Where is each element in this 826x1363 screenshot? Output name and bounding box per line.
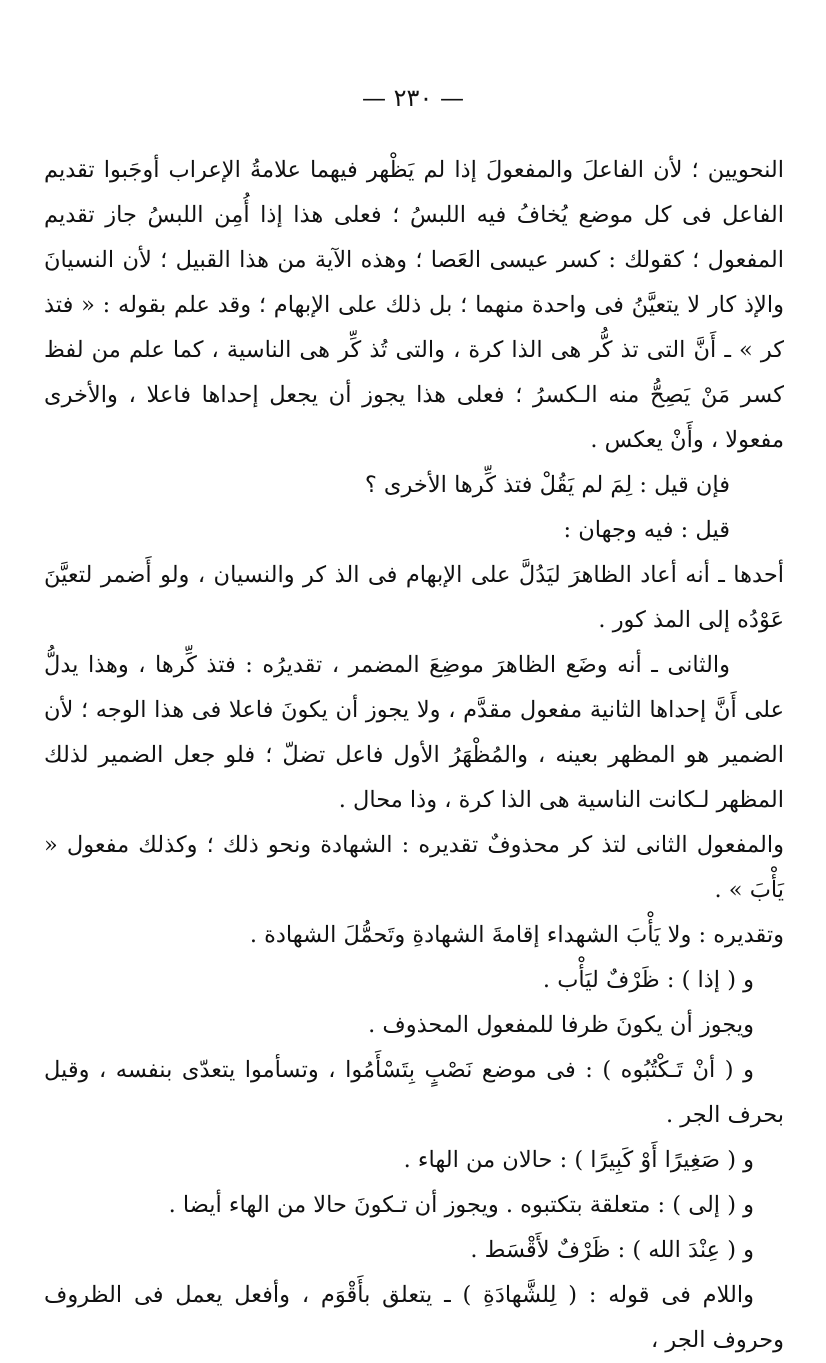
paragraph-intro: النحويين ؛ لأن الفاعلَ والمفعولَ إذا لم يَظْهر فيهما علامةُ الإعراب أوجَبوا تقديم الفاعل فى كل موضع يُخافُ فيه اللبسُ ؛ فعلى هذا إذا أُمِن اللبسُ جاز تقديم المفعول ؛ كقولك : كسر عيسى العَصا ؛ وهذه الآية من هذا القبيل ؛ لأن النسيانَ والإذ كار لا يتعيَّنُ فى واحدة منهما ؛ بل ذلك على الإبهام ؛ وقد علم بقوله : « فتذ كر » ـ أَنَّ التى تذ كُّر هى الذا كرة ، والتى تُذ كِّر هى الناسية ، كما علم من لفظ كسر مَنْ يَصِحُّ منه الـكسرُ ؛ فعلى هذا يجوز أن يجعل إحداها فاعلا ، والأخرى مفعولا ، وأَنْ يعكس .	[44, 157, 784, 453]
paragraph-answer-intro: قيل : فيه وجهان :	[563, 517, 730, 543]
page-number: — ٢٣٠ —	[362, 84, 464, 112]
paragraph-adverb: ويجوز أن يكونَ ظرفا للمفعول المحذوف .	[368, 1012, 754, 1038]
paragraph-second-object: والمفعول الثانى لتذ كر محذوفٌ تقديره : الشهادة ونحو ذلك ؛ وكذلك مفعول « يَأْبَ » .	[44, 832, 784, 903]
paragraph-idha: و ( إذا ) : ظَرْفٌ ليَأْب .	[542, 967, 754, 993]
paragraph-ila: و ( إلى ) : متعلقة بتكتبوه . ويجوز أن تـكونَ حالا من الهاء أيضا .	[168, 1192, 754, 1218]
paragraph-indallah: و ( عِنْدَ الله ) : ظَرْفٌ لأَقْسَط .	[470, 1237, 754, 1263]
paragraph-saghiran: و ( صَغِيرًا أَوْ كَبِيرًا ) : حالان من الهاء .	[403, 1147, 754, 1173]
paragraph-estimate: وتقديره : ولا يَأْبَ الشهداء إقامةَ الشهادةِ وتَحمُّلَ الشهادة .	[249, 922, 784, 948]
page-body	[44, 148, 784, 1363]
paragraph-first-reason: أحدها ـ أنه أعاد الظاهرَ ليَدُلَّ على الإبهام فى الذ كر والنسيان ، ولو أَضمر لتعيَّنَ عَوْدُه إلى المذ كور .	[44, 562, 784, 633]
paragraph-second-reason: والثانى ـ أنه وضَع الظاهرَ موضِعَ المضمر ، تقديرُه : فتذ كِّرها ، وهذا يدلُّ على أَنَّ إحداها الثانية مفعول مقدَّم ، ولا يجوز أن يكونَ فاعلا فى هذا الوجه ؛ لأن الضمير هو المظهر بعينه ، والمُظْهَرُ الأول فاعل تضلّ ؛ فلو جعل الضمير لذلك المظهر لـكانت الناسية هى الذا كرة ، وذا محال .	[44, 652, 784, 813]
paragraph-an-taktubuh: و ( أنْ تَـكْتُبُوه ) : فى موضع نَصْبٍ بِتَسْأَمُوا ، وتسأموا يتعدّى بنفسه ، وقيل بحرف الجر .	[44, 1057, 784, 1128]
paragraph-question: فإن قيل : لِمَ لم يَقُلْ فتذ كِّرها الأخرى ؟	[364, 472, 730, 498]
paragraph-lam: واللام فى قوله : ( لِلشَّهادَةِ ) ـ يتعلق بأَقْوَم ، وأفعل يعمل فى الظروف وحروف الجر ،	[44, 1282, 784, 1353]
